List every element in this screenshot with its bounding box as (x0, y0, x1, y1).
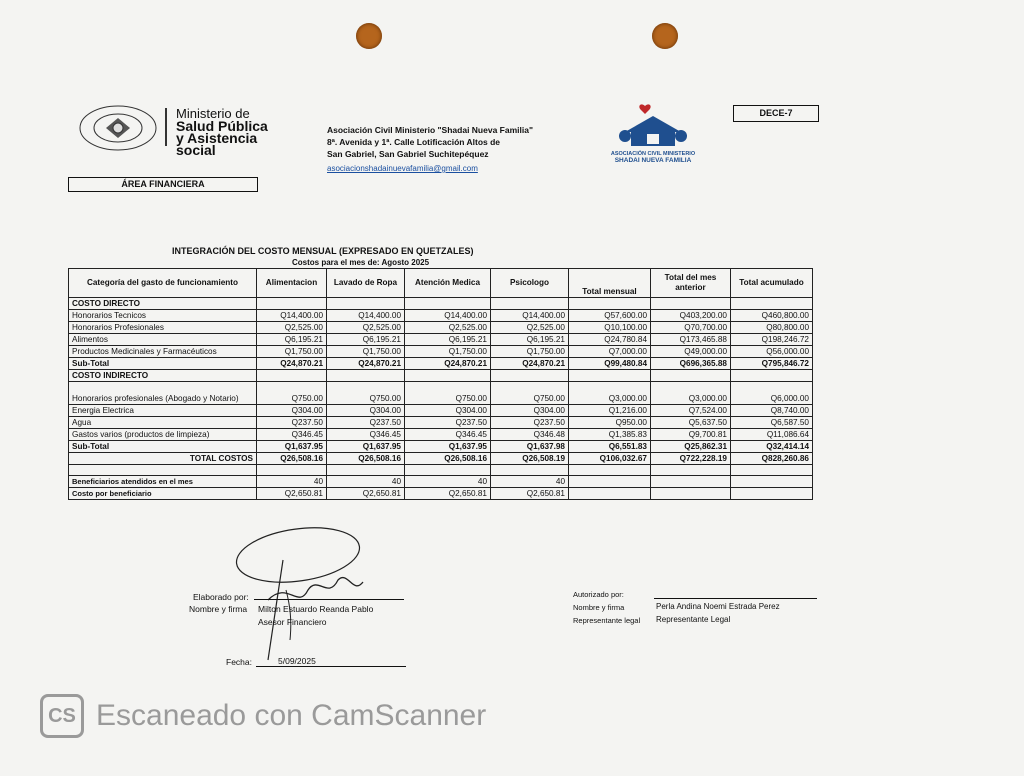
value-cell: 40 (405, 476, 491, 488)
punch-hole-right (652, 23, 678, 49)
org-info (327, 124, 533, 160)
row-label: Costo por beneficiario (69, 488, 257, 500)
elaborado-nombre-label: Nombre y firma (189, 604, 248, 614)
empty-cell (651, 465, 731, 476)
value-cell: Q696,365.88 (651, 358, 731, 370)
value-cell: Q950.00 (569, 417, 651, 429)
value-cell: Q460,800.00 (731, 310, 813, 322)
org-address-1: 8ª. Avenida y 1ª. Calle Lotificación Altos de (327, 137, 501, 147)
value-cell: Q2,525.00 (257, 322, 327, 334)
value-cell: Q1,637.95 (405, 441, 491, 453)
empty-cell (257, 465, 327, 476)
empty-cell (651, 370, 731, 382)
row-label: Honorarios profesionales (Abogado y Notario) (69, 382, 257, 405)
value-cell: Q237.50 (257, 417, 327, 429)
value-cell: Q750.00 (405, 382, 491, 405)
empty-cell (257, 370, 327, 382)
empty-cell (405, 298, 491, 310)
value-cell: Q304.00 (491, 405, 569, 417)
row-label: Alimentos (69, 334, 257, 346)
empty-cell (569, 476, 651, 488)
value-cell: Q750.00 (257, 382, 327, 405)
value-cell: Q24,870.21 (405, 358, 491, 370)
fecha-value: 5/09/2025 (278, 656, 316, 666)
value-cell: Q750.00 (327, 382, 405, 405)
empty-cell (731, 370, 813, 382)
value-cell: Q3,000.00 (569, 382, 651, 405)
value-cell: Q795,846.72 (731, 358, 813, 370)
org-name: Asociación Civil Ministerio "Shadai Nueva Familia" (327, 125, 533, 135)
value-cell: Q2,650.81 (327, 488, 405, 500)
value-cell: Q6,195.21 (327, 334, 405, 346)
row-label: Sub-Total (69, 441, 257, 453)
value-cell: Q7,000.00 (569, 346, 651, 358)
value-cell: Q173,465.88 (651, 334, 731, 346)
row-label: Honorarios Profesionales (69, 322, 257, 334)
value-cell: Q26,508.16 (257, 453, 327, 465)
cost-per-beneficiary-row (69, 488, 813, 500)
col-header-total-mensual: Total mensual (569, 269, 651, 298)
value-cell: Q1,637.95 (327, 441, 405, 453)
value-cell: Q14,400.00 (257, 310, 327, 322)
table-row (69, 417, 813, 429)
logo-caption-2: SHADAI NUEVA FAMILIA (614, 157, 692, 164)
value-cell: Q5,637.50 (651, 417, 731, 429)
signature-scribble (228, 520, 388, 665)
value-cell: Q1,750.00 (405, 346, 491, 358)
empty-cell (491, 370, 569, 382)
table-row (69, 346, 813, 358)
cost-table (68, 268, 813, 500)
value-cell: Q1,750.00 (257, 346, 327, 358)
row-label: Sub-Total (69, 358, 257, 370)
table-row (69, 334, 813, 346)
value-cell: Q99,480.84 (569, 358, 651, 370)
value-cell: Q6,587.50 (731, 417, 813, 429)
value-cell: Q722,228.19 (651, 453, 731, 465)
value-cell: Q9,700.81 (651, 429, 731, 441)
row-label: Gastos varios (productos de limpieza) (69, 429, 257, 441)
value-cell: Q1,637.98 (491, 441, 569, 453)
value-cell: Q304.00 (257, 405, 327, 417)
empty-cell (651, 476, 731, 488)
logo-caption-1: ASOCIACIÓN CIVIL MINISTERIO (610, 151, 696, 157)
fecha-line (256, 666, 406, 667)
value-cell: Q1,385.83 (569, 429, 651, 441)
table-header-row (69, 269, 813, 298)
col-header-lavado: Lavado de Ropa (327, 269, 405, 298)
ministry-name (176, 108, 268, 156)
value-cell: Q14,400.00 (327, 310, 405, 322)
value-cell: Q6,195.21 (405, 334, 491, 346)
document-code: DECE-7 (733, 105, 819, 122)
value-cell: Q346.45 (405, 429, 491, 441)
value-cell: Q1,750.00 (327, 346, 405, 358)
empty-cell (731, 488, 813, 500)
value-cell: Q198,246.72 (731, 334, 813, 346)
value-cell: 40 (257, 476, 327, 488)
value-cell: Q26,508.16 (405, 453, 491, 465)
value-cell: Q26,508.16 (327, 453, 405, 465)
empty-cell (651, 488, 731, 500)
table-row (69, 322, 813, 334)
empty-cell (651, 298, 731, 310)
value-cell: 40 (327, 476, 405, 488)
table-row (69, 382, 813, 405)
value-cell: Q10,100.00 (569, 322, 651, 334)
row-label: Beneficiarios atendidos en el mes (69, 476, 257, 488)
table-row (69, 310, 813, 322)
value-cell: Q237.50 (405, 417, 491, 429)
empty-cell (731, 298, 813, 310)
area-label: ÁREA FINANCIERA (68, 177, 258, 192)
fecha-label: Fecha: (226, 657, 252, 667)
empty-cell (569, 298, 651, 310)
empty-cell (731, 476, 813, 488)
value-cell: Q14,400.00 (491, 310, 569, 322)
value-cell: Q70,700.00 (651, 322, 731, 334)
empty-cell (569, 370, 651, 382)
value-cell: Q828,260.86 (731, 453, 813, 465)
col-header-total-acumulado: Total acumulado (731, 269, 813, 298)
subtotal-indirect-row (69, 441, 813, 453)
value-cell: Q25,862.31 (651, 441, 731, 453)
value-cell: Q6,195.21 (491, 334, 569, 346)
value-cell: Q750.00 (491, 382, 569, 405)
empty-cell (731, 465, 813, 476)
beneficiaries-row (69, 476, 813, 488)
col-header-atencion: Atención Medica (405, 269, 491, 298)
table-row (69, 405, 813, 417)
empty-cell (569, 465, 651, 476)
autorizado-line (654, 598, 817, 599)
empty-cell (491, 465, 569, 476)
ministry-divider (165, 108, 167, 146)
empty-cell (257, 298, 327, 310)
value-cell: Q7,524.00 (651, 405, 731, 417)
value-cell: Q1,750.00 (491, 346, 569, 358)
col-header-total-anterior: Total del mes anterior (651, 269, 731, 298)
row-label: Productos Medicinales y Farmacéuticos (69, 346, 257, 358)
value-cell: Q346.48 (491, 429, 569, 441)
value-cell: Q1,637.95 (257, 441, 327, 453)
rep-value: Representante Legal (656, 615, 731, 624)
value-cell: Q6,000.00 (731, 382, 813, 405)
value-cell: Q2,650.81 (491, 488, 569, 500)
autorizado-name: Perla Andina Noemi Estrada Perez (656, 602, 780, 611)
value-cell: Q11,086.64 (731, 429, 813, 441)
elaborado-name: Milton Estuardo Reanda Pablo (258, 604, 374, 614)
ministry-line-1: Ministerio de (176, 106, 250, 121)
subtotal-direct-row (69, 358, 813, 370)
value-cell: 40 (491, 476, 569, 488)
value-cell: Q2,650.81 (257, 488, 327, 500)
value-cell: Q2,525.00 (491, 322, 569, 334)
value-cell: Q403,200.00 (651, 310, 731, 322)
section-indirect (69, 370, 813, 382)
empty-cell (491, 298, 569, 310)
value-cell: Q8,740.00 (731, 405, 813, 417)
row-label: TOTAL COSTOS (69, 453, 257, 465)
value-cell: Q80,800.00 (731, 322, 813, 334)
camscanner-text: Escaneado con CamScanner (96, 699, 487, 732)
row-label: Honorarios Tecnicos (69, 310, 257, 322)
org-address-2: San Gabriel, San Gabriel Suchitepéquez (327, 149, 489, 159)
ministry-line-3: y Asistencia (176, 130, 258, 146)
total-costs-row (69, 453, 813, 465)
value-cell: Q346.45 (257, 429, 327, 441)
camscanner-watermark (40, 694, 486, 738)
table-title: INTEGRACIÓN DEL COSTO MENSUAL (EXPRESADO EN QUETZALES) (172, 246, 474, 256)
rep-label: Representante legal (573, 616, 641, 625)
elaborado-label: Elaborado por: (193, 592, 249, 602)
empty-cell (405, 370, 491, 382)
section-direct (69, 298, 813, 310)
empty-cell (327, 370, 405, 382)
table-row (69, 429, 813, 441)
org-email-link[interactable]: asociacionshadainuevafamilia@gmail.com (327, 164, 478, 173)
value-cell: Q24,870.21 (257, 358, 327, 370)
row-label: Energia Electrica (69, 405, 257, 417)
value-cell: Q24,870.21 (491, 358, 569, 370)
value-cell: Q26,508.19 (491, 453, 569, 465)
empty-cell (327, 465, 405, 476)
value-cell: Q3,000.00 (651, 382, 731, 405)
spacer-row (69, 465, 813, 476)
value-cell: Q237.50 (327, 417, 405, 429)
value-cell: Q32,414.14 (731, 441, 813, 453)
value-cell: Q304.00 (327, 405, 405, 417)
row-label: Agua (69, 417, 257, 429)
value-cell: Q304.00 (405, 405, 491, 417)
ministry-line-2: Salud Pública (176, 118, 268, 134)
empty-cell (327, 298, 405, 310)
value-cell: Q2,650.81 (405, 488, 491, 500)
value-cell: Q2,525.00 (327, 322, 405, 334)
value-cell: Q57,600.00 (569, 310, 651, 322)
shadai-logo-icon (595, 102, 710, 164)
value-cell: Q1,216.00 (569, 405, 651, 417)
value-cell: Q24,870.21 (327, 358, 405, 370)
col-header-category: Categoría del gasto de funcionamiento (69, 269, 257, 298)
table-subtitle: Costos para el mes de: Agosto 2025 (292, 258, 430, 267)
value-cell: Q6,195.21 (257, 334, 327, 346)
value-cell: Q6,551.83 (569, 441, 651, 453)
elaborado-line (254, 599, 404, 600)
punch-hole-left (356, 23, 382, 49)
elaborado-role: Asesor Financiero (258, 617, 327, 627)
section-label: COSTO DIRECTO (69, 298, 257, 310)
value-cell: Q56,000.00 (731, 346, 813, 358)
guatemala-seal-icon (78, 104, 158, 152)
camscanner-icon: CS (40, 694, 84, 738)
ministry-line-4: social (176, 142, 216, 158)
value-cell: Q49,000.00 (651, 346, 731, 358)
value-cell: Q346.45 (327, 429, 405, 441)
col-header-psicologo: Psicologo (491, 269, 569, 298)
value-cell: Q237.50 (491, 417, 569, 429)
value-cell: Q2,525.00 (405, 322, 491, 334)
autorizado-nombre-label: Nombre y firma (573, 603, 625, 612)
empty-cell (69, 465, 257, 476)
col-header-alimentacion: Alimentacion (257, 269, 327, 298)
empty-cell (569, 488, 651, 500)
autorizado-label: Autorizado por: (573, 590, 624, 599)
empty-cell (405, 465, 491, 476)
value-cell: Q24,780.84 (569, 334, 651, 346)
value-cell: Q14,400.00 (405, 310, 491, 322)
section-label: COSTO INDIRECTO (69, 370, 257, 382)
value-cell: Q106,032.67 (569, 453, 651, 465)
